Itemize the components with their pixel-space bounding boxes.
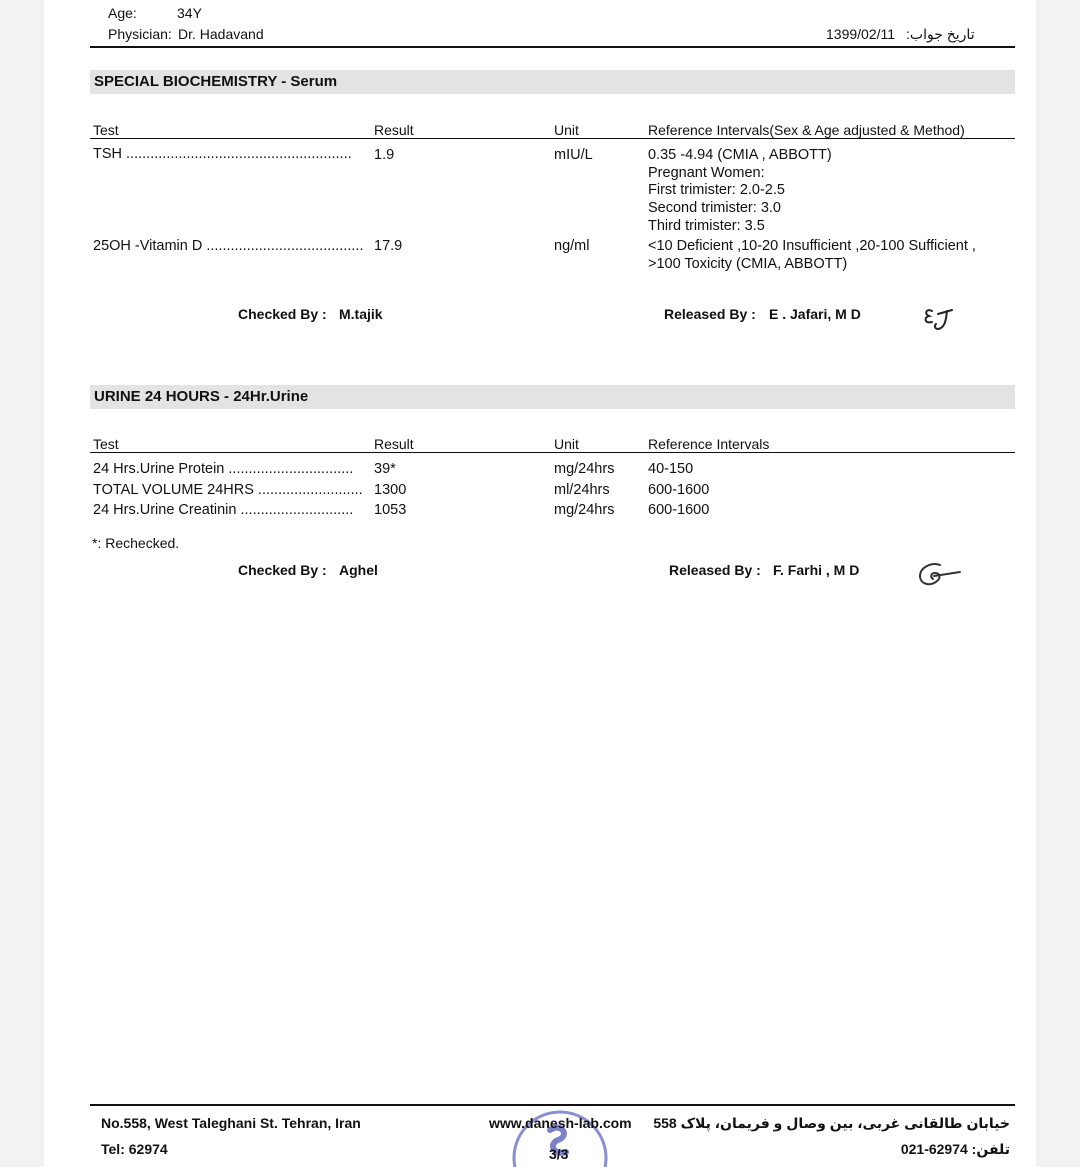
test-result: 17.9 bbox=[374, 238, 403, 254]
test-unit: mIU/L bbox=[554, 147, 593, 163]
reference-line: 0.35 -4.94 (CMIA , ABBOTT) bbox=[648, 147, 832, 163]
col-head-result: Result bbox=[374, 122, 414, 138]
footer-divider bbox=[90, 1104, 1015, 1106]
test-name: 24 Hrs.Urine Protein bbox=[93, 461, 225, 477]
reference-value: 600-1600 bbox=[648, 502, 710, 518]
answer-date-value: 1399/02/11 bbox=[826, 26, 896, 42]
report-page bbox=[44, 0, 1036, 1167]
table-row bbox=[93, 482, 363, 498]
leader-dots: ............................ bbox=[240, 502, 354, 518]
reference-value: 40-150 bbox=[648, 461, 694, 477]
col-head-reference: Reference Intervals bbox=[648, 436, 770, 452]
test-result: 1.9 bbox=[374, 147, 395, 163]
test-name: TOTAL VOLUME 24HRS bbox=[93, 482, 254, 498]
test-result: 39* bbox=[374, 461, 396, 477]
table-row bbox=[93, 502, 353, 518]
table-row bbox=[93, 146, 352, 162]
checked-by-value: M.tajik bbox=[339, 306, 383, 322]
checked-by-value: Aghel bbox=[339, 562, 378, 578]
reference-value: 600-1600 bbox=[648, 482, 710, 498]
test-name: 25OH -Vitamin D bbox=[93, 238, 203, 254]
col-head-reference: Reference Intervals(Sex & Age adjusted & Method) bbox=[648, 122, 965, 138]
reference-line: Pregnant Women: bbox=[648, 165, 765, 181]
table-head-divider bbox=[90, 138, 1015, 139]
test-result: 1300 bbox=[374, 482, 407, 498]
section-title-urine: URINE 24 HOURS - 24Hr.Urine bbox=[94, 388, 309, 405]
col-head-unit: Unit bbox=[554, 436, 579, 452]
table-row bbox=[93, 461, 353, 477]
leader-dots: .......................... bbox=[257, 482, 363, 498]
test-name: TSH bbox=[93, 146, 122, 162]
age-label: Age: bbox=[108, 5, 137, 21]
footer-tel-fa: تلفن: 62974-021 bbox=[900, 1141, 1010, 1157]
table-head-divider bbox=[90, 452, 1015, 453]
col-head-result: Result bbox=[374, 436, 414, 452]
reference-line: >100 Toxicity (CMIA, ABBOTT) bbox=[648, 256, 848, 272]
physician-label: Physician: bbox=[108, 26, 172, 42]
released-by-value: E . Jafari, M D bbox=[769, 306, 861, 322]
test-unit: mg/24hrs bbox=[554, 461, 615, 477]
section-band-urine bbox=[90, 385, 1015, 409]
leader-dots: ............................... bbox=[228, 461, 354, 477]
section-band-biochemistry bbox=[90, 70, 1015, 94]
leader-dots: ....................................... bbox=[206, 238, 364, 254]
leader-dots: ........................................................ bbox=[126, 146, 352, 162]
reference-line: Third trimister: 3.5 bbox=[648, 218, 765, 234]
released-by-value: F. Farhi , M D bbox=[773, 562, 860, 578]
table-row bbox=[93, 238, 363, 254]
test-name: 24 Hrs.Urine Creatinin bbox=[93, 502, 237, 518]
checked-by-label: Checked By : bbox=[238, 562, 327, 578]
released-by-label: Released By : bbox=[664, 306, 756, 322]
test-result: 1053 bbox=[374, 502, 407, 518]
test-unit: ng/ml bbox=[554, 238, 590, 254]
signature-jafari bbox=[918, 302, 964, 338]
footer-address-fa: خیابان طالقانی غربی، بین وصال و فریمان، پلاک 558 bbox=[653, 1115, 1010, 1131]
section-title-biochemistry: SPECIAL BIOCHEMISTRY - Serum bbox=[94, 73, 338, 90]
footer-address-en: No.558, West Taleghani St. Tehran, Iran bbox=[101, 1115, 361, 1131]
col-head-test: Test bbox=[93, 436, 119, 452]
page-number: 3/3 bbox=[549, 1146, 569, 1162]
reference-line: <10 Deficient ,10-20 Insufficient ,20-100 Sufficient , bbox=[648, 238, 976, 254]
physician-value: Dr. Hadavand bbox=[178, 26, 264, 42]
col-head-unit: Unit bbox=[554, 122, 579, 138]
test-unit: mg/24hrs bbox=[554, 502, 615, 518]
header-divider bbox=[90, 46, 1015, 48]
age-value: 34Y bbox=[177, 5, 202, 21]
footnote: *: Rechecked. bbox=[92, 535, 180, 551]
checked-by-label: Checked By : bbox=[238, 306, 327, 322]
reference-line: First trimister: 2.0-2.5 bbox=[648, 182, 785, 198]
footer-website[interactable]: www.danesh-lab.com bbox=[489, 1115, 632, 1131]
reference-line: Second trimister: 3.0 bbox=[648, 200, 781, 216]
signature-farhi bbox=[914, 558, 966, 592]
footer-tel-en: Tel: 62974 bbox=[101, 1141, 168, 1157]
test-unit: ml/24hrs bbox=[554, 482, 610, 498]
answer-date-label: تاریخ جواب: bbox=[906, 26, 975, 42]
col-head-test: Test bbox=[93, 122, 119, 138]
released-by-label: Released By : bbox=[669, 562, 761, 578]
